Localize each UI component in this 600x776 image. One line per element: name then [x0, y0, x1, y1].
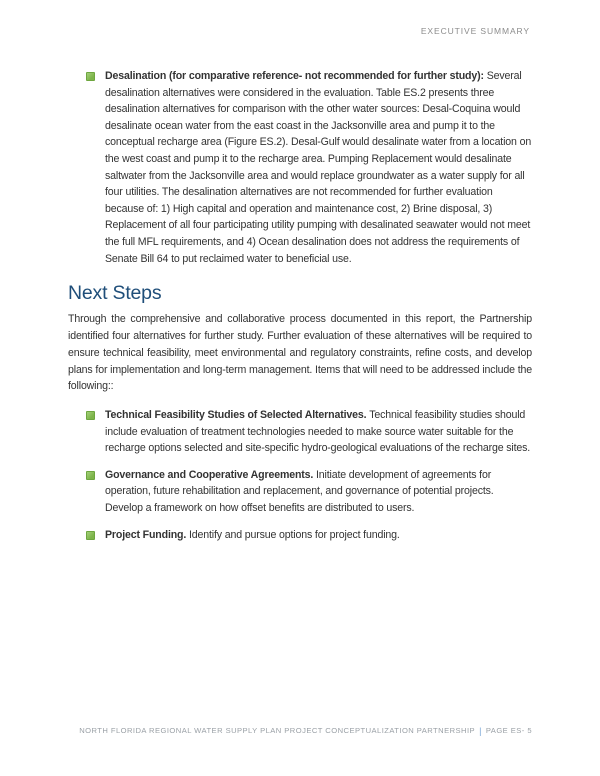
footer-separator: |: [479, 726, 482, 736]
square-bullet-icon: [86, 531, 95, 540]
square-bullet-icon: [86, 471, 95, 480]
list-item-body: Technical feasibility studies should include evaluation of treatment technologies needed to make source water suitable for the recharge options selected and site-specific hydro-geological evaluations of the recharge sites.: [105, 409, 531, 455]
running-footer: [68, 726, 532, 736]
page-content: [68, 68, 532, 553]
list-item-lead: Project Funding.: [105, 528, 187, 541]
desalination-bullet-body: Several desalination alternatives were considered in the evaluation. Table ES.2 presents three desalination alternatives for comparison with the other water sources: Desal-Coquina would desalinate ocean water from the east coast in the Jacksonville area and pump it to the conceptual recharge area (Figure ES.2). Desal-Gulf would desalinate water from a location on the west coast and pump it to the recharge area. Pumping Replacement would desalinate saltwater from the Jacksonville area and would replace groundwater as a water supply for all four utilities. The desalination alternatives are not recommended for further evaluation because of: 1) High capital and operation and maintenance cost, 2) Brine disposal, 3) Replacement of all four participating utility pumping with desalinated seawater would not meet the full MFL requirements, and 4) Ocean desalination does not address the requirements of Senate Bill 64 to put reclaimed water to beneficial use.: [105, 70, 532, 265]
list-item: [68, 527, 532, 544]
square-bullet-icon: [86, 411, 95, 420]
list-item-lead: Governance and Cooperative Agreements.: [105, 468, 314, 481]
list-item: [68, 467, 532, 517]
list-item-lead: Technical Feasibility Studies of Selected Alternatives.: [105, 409, 367, 422]
list-item-body: Initiate development of agreements for operation, future rehabilitation and replacement, and governance of potential projects. Develop a framework on how offset benefits are distributed to users.: [105, 468, 494, 515]
next-steps-heading: Next Steps: [68, 282, 162, 305]
next-steps-intro: Through the comprehensive and collaborative process documented in this report, the Partnership identified four alternatives for further study. Further evaluation of these alternatives will be required to ensure technical feasibility, meet environmental and regulatory constraints, refine costs, and develop plans for implementation and long-term management. Items that will need to be addressed include the following::: [68, 313, 532, 393]
footer-page-number: PAGE ES- 5: [485, 726, 532, 735]
square-bullet-icon: [86, 72, 95, 81]
desalination-bullet-lead: Desalination (for comparative reference- not recommended for further study):: [105, 70, 484, 82]
footer-text: NORTH FLORIDA REGIONAL WATER SUPPLY PLAN PROJECT CONCEPTUALIZATION PARTNERSHIP: [79, 726, 476, 735]
running-header: EXECUTIVE SUMMARY: [420, 26, 530, 36]
list-item: [68, 407, 532, 457]
list-item-body: Identify and pursue options for project funding.: [188, 528, 400, 541]
desalination-bullet: [68, 68, 532, 267]
next-steps-list: [68, 407, 532, 543]
